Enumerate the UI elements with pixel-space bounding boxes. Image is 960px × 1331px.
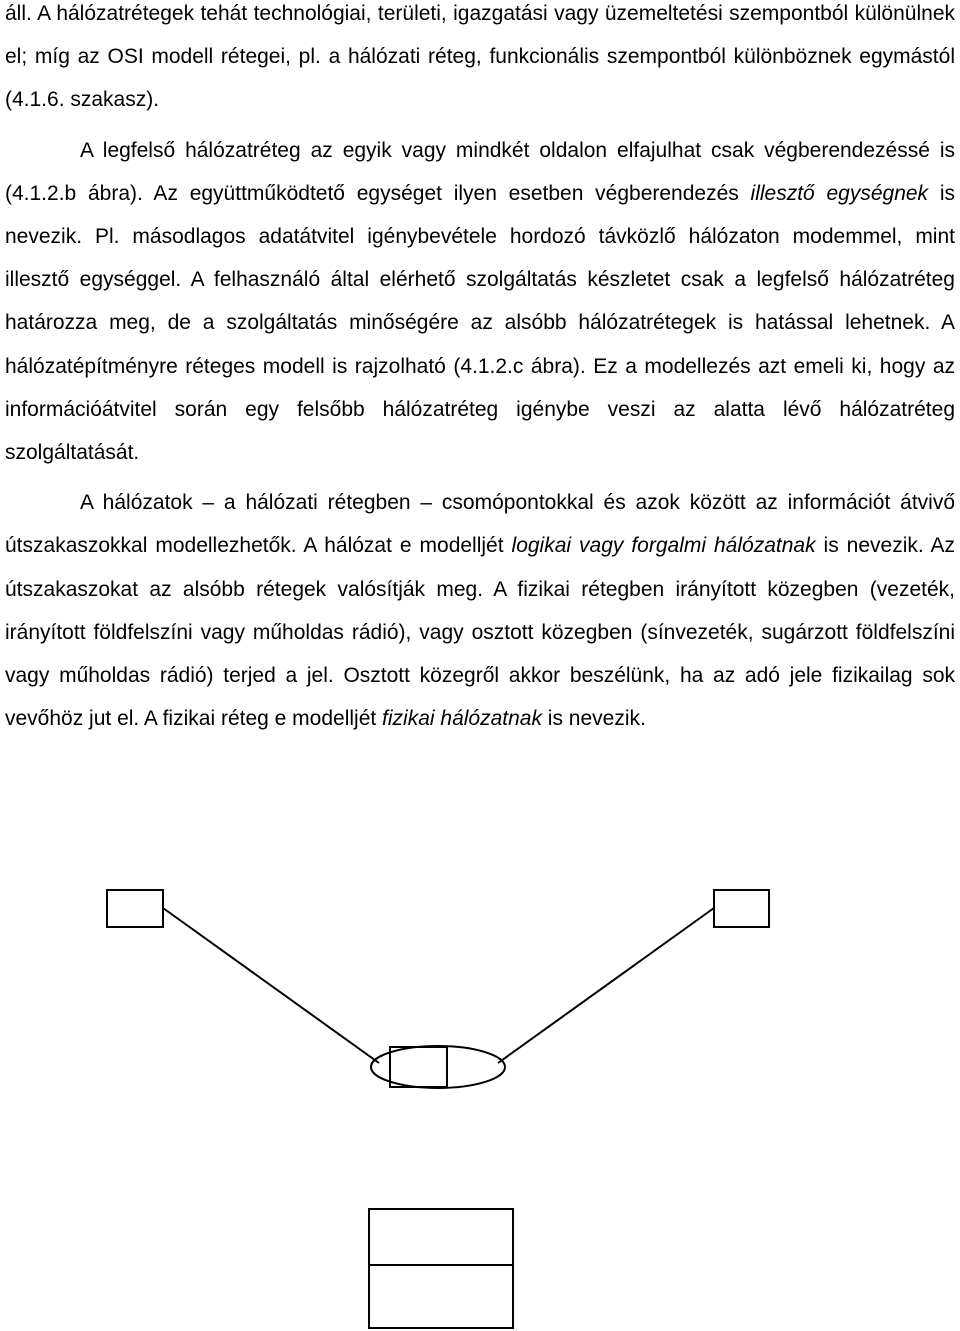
text-segment: A hálózatok – a hálózati rétegben – csomópontokkal és azok között az információt átvivő útszakaszokkal modellezhetők. A hálózat e modelljét [5, 491, 955, 558]
italic-term: logikai vagy forgalmi hálózatnak [511, 534, 816, 558]
text-segment: A legfelső hálózatréteg az egyik vagy mindkét oldalon elfajulhat csak végberendezéssé is (4.1.2.b ábra). Az együttműködtető egységet ilyen esetben végberendezés [5, 138, 955, 205]
document-page [5, 0, 955, 740]
paragraph-p1 [5, 0, 955, 122]
bottom-ellipse [371, 1046, 505, 1088]
paragraph-p2 [5, 129, 955, 475]
right-diagonal-line [498, 908, 714, 1063]
text-body [5, 0, 955, 740]
ellipse-inner-box [390, 1047, 447, 1087]
text-segment: is nevezik. [541, 707, 646, 731]
network-diagram [0, 860, 960, 1331]
right-box [714, 890, 769, 927]
paragraph-p3 [5, 481, 955, 740]
diagram-svg [0, 860, 960, 1331]
italic-term: illesztő egységnek [750, 181, 929, 205]
stacked-box-bottom [369, 1265, 513, 1328]
left-box [107, 890, 163, 927]
text-segment: áll. A hálózatrétegek tehát technológiai, területi, igazgatási vagy üzemeltetési szempontból különülnek el; míg az OSI modell rétegei, pl. a hálózati réteg, funkcionális szempontból különböznek egymástól (4.1.6. szakasz). [5, 2, 955, 112]
text-segment: is nevezik. Pl. másodlagos adatátvitel igénybevétele hordozó távközlő hálózaton modemmel, mint illesztő egységgel. A felhasználó által elérhető szolgáltatás készletet csak a legfelső hálózatréteg határozza meg, de a szolgáltatás minőségére az alsóbb hálózatrétegek is hatással lehetnek. A hálózatépítményre réteges modell is rajzolható (4.1.2.c ábra). Ez a modellezés azt emeli ki, hogy az információátvitel során egy felsőbb hálózatréteg igénybe veszi az alatta lévő hálózatréteg szolgáltatását. [5, 181, 955, 465]
stacked-box-top [369, 1209, 513, 1265]
text-segment: is nevezik. Az útszakaszokat az alsóbb rétegek valósítják meg. A fizikai rétegben irányított közegben (vezeték, irányított földfelszíni vagy műholdas rádió), vagy osztott közegben (sínvezeték, sugárzott földfelszíni vagy műholdas rádió) terjed a jel. Osztott közegről akkor beszélünk, ha az adó jele fizikailag sok vevőhöz jut el. A fizikai réteg e modelljét [5, 534, 956, 731]
italic-term: fizikai hálózatnak [382, 707, 542, 731]
left-diagonal-line [163, 908, 379, 1063]
